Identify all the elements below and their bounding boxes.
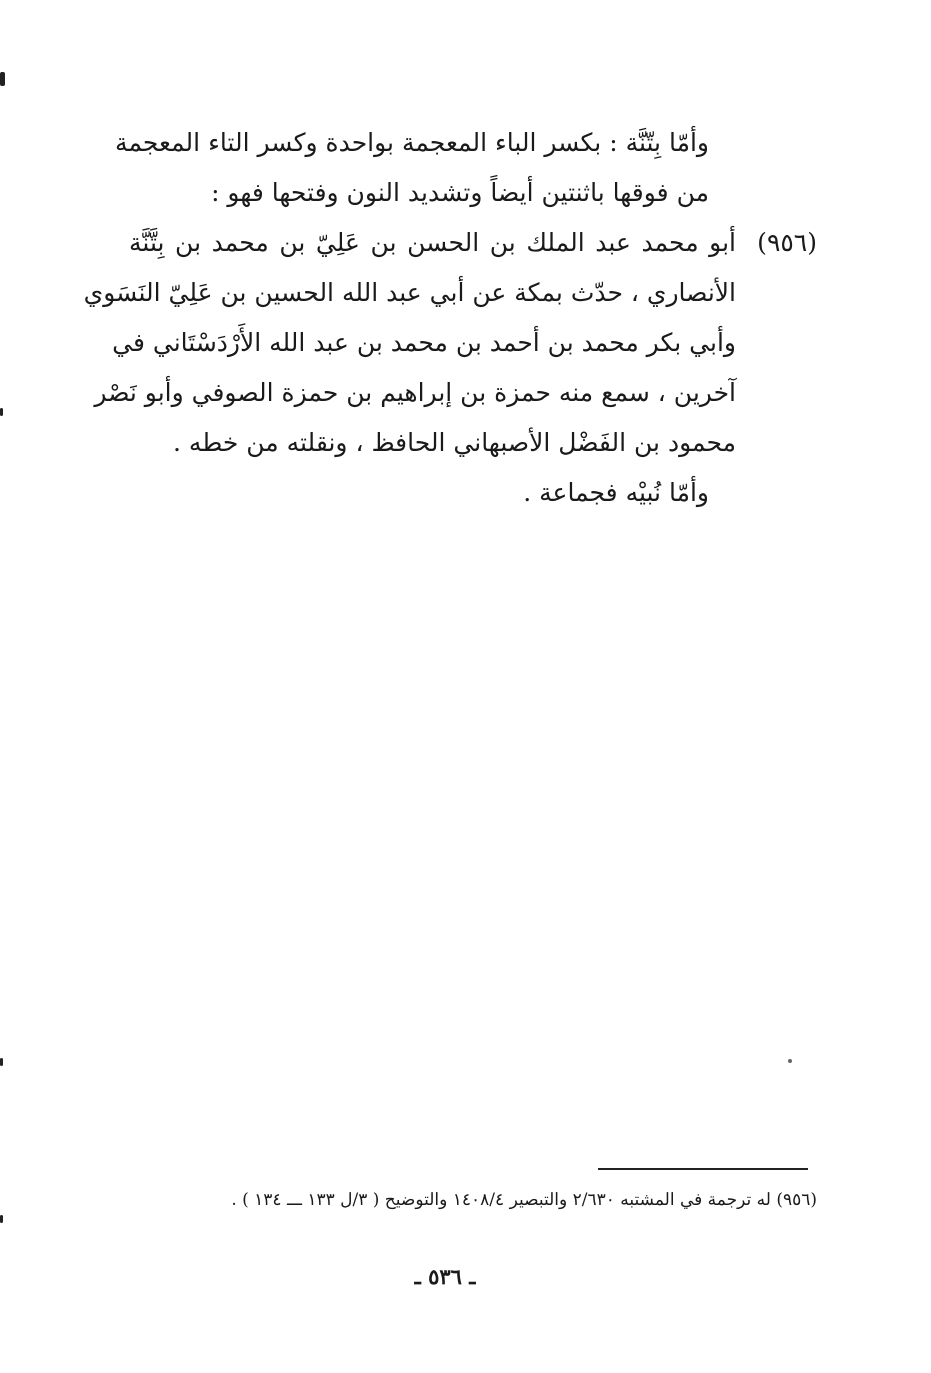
scan-speck [0, 1058, 3, 1066]
footnote-divider [598, 1168, 808, 1170]
scan-speck [0, 1215, 3, 1223]
text-line-6: آخرين ، سمع منه حمزة بن إبراهيم بن حمزة الصوفي وأبو نَصْر [94, 378, 736, 407]
page-number: ـ ٥٣٦ ـ [414, 1264, 476, 1289]
footnote-text: (٩٥٦) له ترجمة في المشتبه ٢/٦٣٠ والتبصير ١٤٠٨/٤ والتوضيح ( ٣/ل ١٣٣ ـــ ١٣٤ ) . [231, 1190, 817, 1210]
text-line-1: وأمّا بِتّنَّة : بكسر الباء المعجمة بواحدة وكسر التاء المعجمة [115, 128, 709, 157]
text-line-7: محمود بن الفَضْل الأصبهاني الحافظ ، ونقلته من خطه . [173, 428, 736, 457]
scan-speck [0, 408, 3, 416]
text-line-2: من فوقها باثنتين أيضاً وتشديد النون وفتحها فهو : [211, 178, 709, 207]
text-line-5: وأبي بكر محمد بن أحمد بن محمد بن عبد الله الأَرْدَسْتَاني في [112, 328, 736, 357]
scan-speck [788, 1059, 792, 1063]
text-line-3: أبو محمد عبد الملك بن الحسن بن عَلِيّ بن محمد بن بِتَّنَّة [129, 228, 736, 257]
entry-number: (٩٥٦) [757, 228, 817, 257]
text-line-4: الأنصاري ، حدّث بمكة عن أبي عبد الله الحسين بن عَلِيّ النَسَوي [83, 278, 736, 307]
text-line-8: وأمّا نُبيْه فجماعة . [523, 478, 709, 507]
scan-speck [0, 72, 5, 86]
